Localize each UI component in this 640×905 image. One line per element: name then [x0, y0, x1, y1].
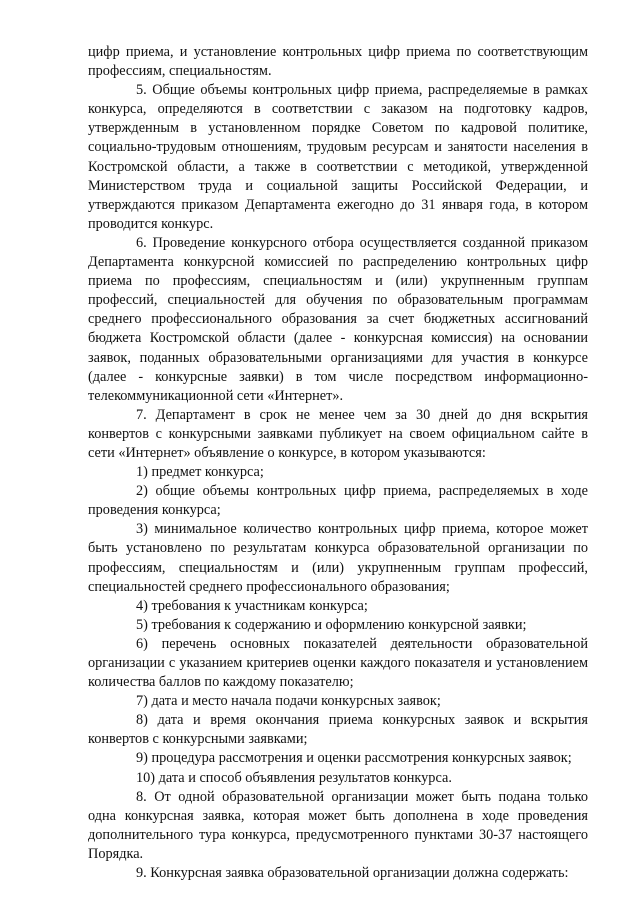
list-item-6: 6) перечень основных показателей деятельности образовательной организации с указанием критериев оценки каждого показателя и установлением количества баллов по каждому показателю;: [88, 635, 588, 691]
list-item-3: 3) минимальное количество контрольных цифр приема, которое может быть установлено по результатам конкурса образовательной организации по профессиям, специальностям и (или) укрупненным группам профессий, специальностей среднего профессионального образования;: [88, 521, 588, 595]
document-page: [88, 43, 588, 883]
paragraph-7: 7. Департамент в срок не менее чем за 30 дней до дня вскрытия конвертов с конкурсными заявками публикует на своем официальном сайте в сети «Интернет» объявление о конкурсе, в котором указываются:: [88, 406, 588, 461]
list-item-10: 10) дата и способ объявления результатов конкурса.: [136, 769, 452, 786]
list-item-7: 7) дата и место начала подачи конкурсных заявок;: [136, 693, 441, 710]
paragraph-5: 5. Общие объемы контрольных цифр приема, распределяемые в рамках конкурса, определяются в соответствии с заказом на подготовку кадров, утвержденным в установленном порядке Советом по кадровой политике, социально-трудовым отношениям, трудовым ресурсам и занятости населения в Костромской области, а также в соответствии с методикой, утвержденной Министерством труда и социальной защиты Российской Федерации, и утверждаются приказом Департамента ежегодно до 31 января года, в котором проводится конкурс.: [88, 82, 588, 232]
paragraph-9: 9. Конкурсная заявка образовательной организации должна содержать:: [136, 865, 569, 882]
list-item-5: 5) требования к содержанию и оформлению конкурсной заявки;: [136, 616, 527, 633]
paragraph-6: 6. Проведение конкурсного отбора осуществляется созданной приказом Департамента конкурсной комиссией по распределению контрольных цифр приема по профессиям, специальностям и (или) укрупненным группам профессий, специальностей для обучения по образовательным программам среднего профессионального образования за счет бюджетных ассигнований бюджета Костромской области (далее - конкурсная комиссия) на основании заявок, поданных образовательными организациями для участия в конкурсе (далее - конкурсные заявки) в том числе посредством информационно-телекоммуникационной сети «Интернет».: [88, 234, 588, 404]
list-item-9: 9) процедура рассмотрения и оценки рассмотрения конкурсных заявок;: [136, 750, 572, 767]
list-item-2: 2) общие объемы контрольных цифр приема, распределяемых в ходе проведения конкурса;: [88, 483, 588, 519]
paragraph-8: 8. От одной образовательной организации может быть подана только одна конкурсная заявка, которая может быть дополнена в ходе проведения дополнительного тура конкурса, предусмотренного пунктами 30-37 настоящего Порядка.: [88, 788, 588, 862]
list-item-8: 8) дата и время окончания приема конкурсных заявок и вскрытия конвертов с конкурсными заявками;: [88, 712, 588, 748]
paragraph-continuation: цифр приема, и установление контрольных цифр приема по соответствующим профессиям, специальностям.: [88, 44, 588, 80]
list-item-4: 4) требования к участникам конкурса;: [136, 597, 368, 614]
list-item-1: 1) предмет конкурса;: [136, 464, 264, 481]
